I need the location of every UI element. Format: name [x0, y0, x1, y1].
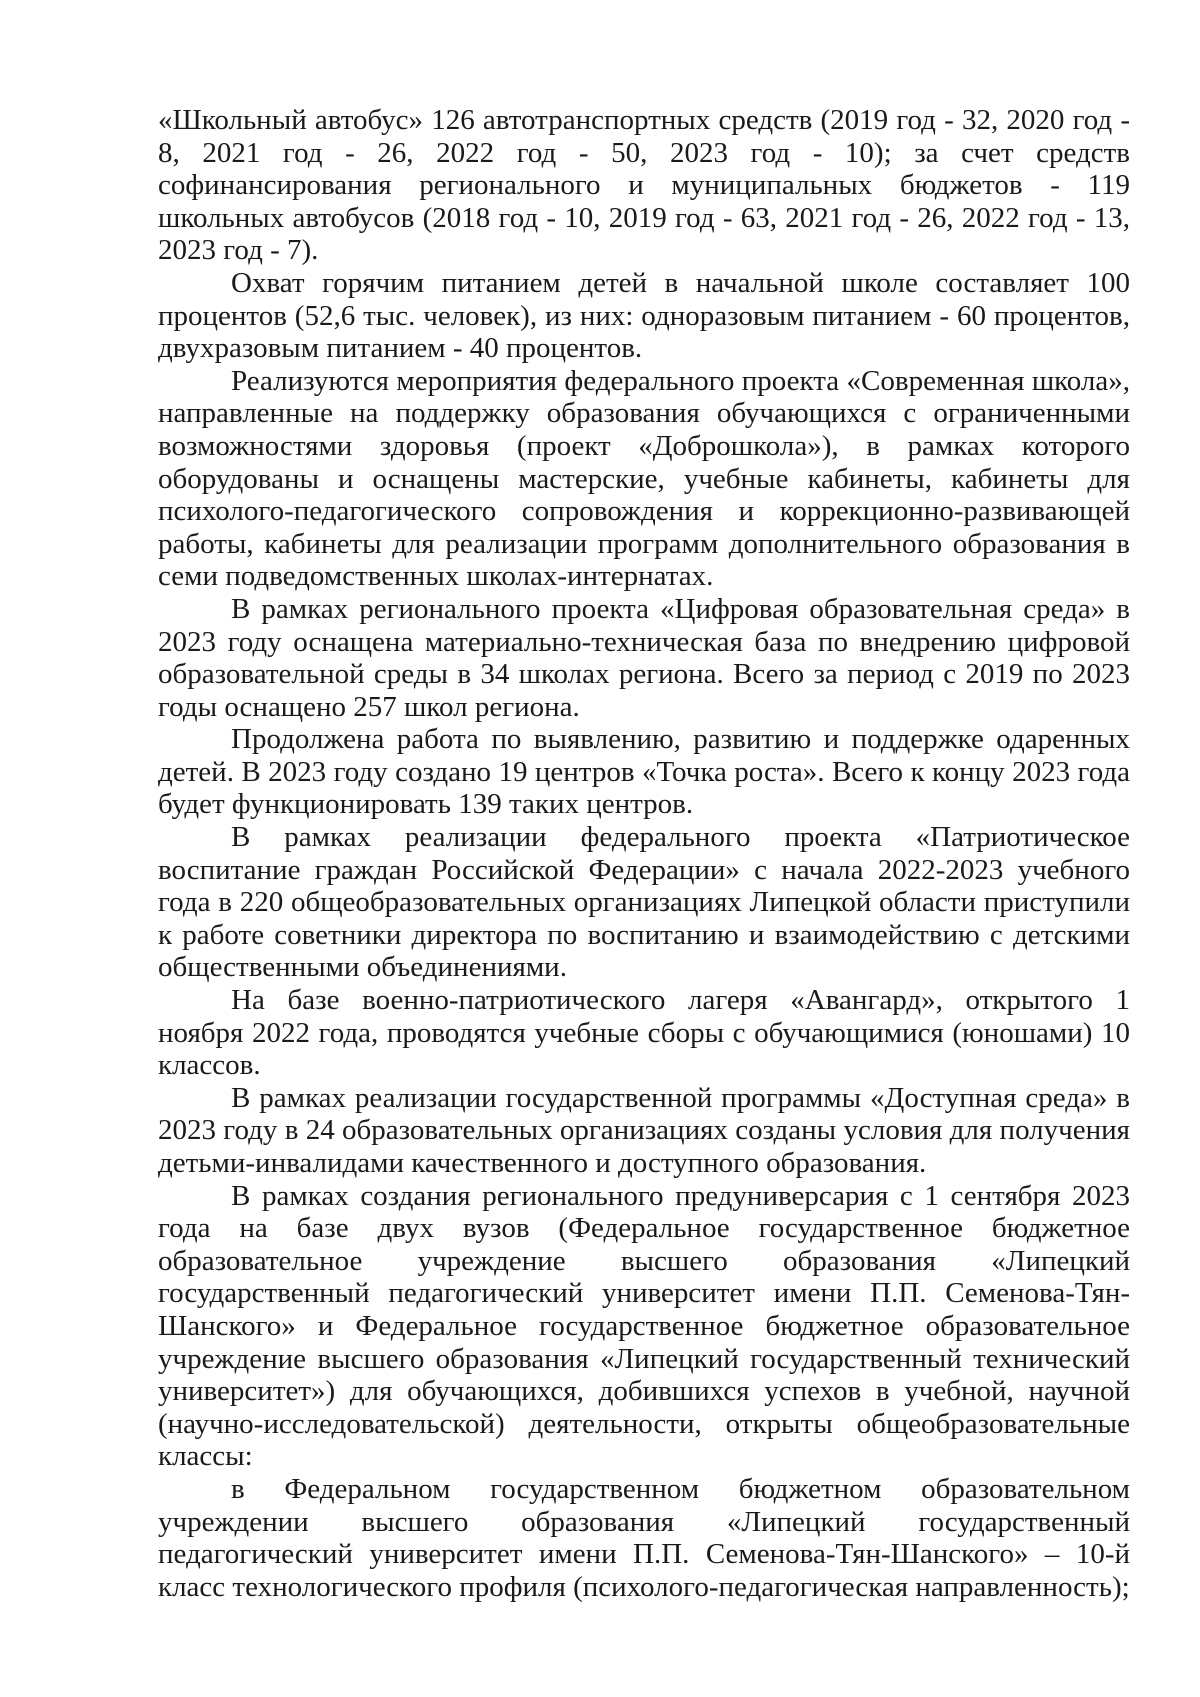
paragraph-gifted-children: Продолжена работа по выявлению, развитию и поддержке одаренных детей. В 2023 году создано 19 центров «Точка роста». Всего к концу 2023 года будет функционировать 139 таких центров.: [158, 723, 1130, 821]
document-body: [158, 104, 1130, 1603]
paragraph-hot-meals: Охват горячим питанием детей в начальной школе составляет 100 процентов (52,6 тыс. человек), из них: одноразовым питанием - 60 процентов, двухразовым питанием - 40 процентов.: [158, 266, 1130, 365]
paragraph-school-bus: «Школьный автобус» 126 автотранспортных средств (2019 год - 32, 2020 год - 8, 2021 год - 26, 2022 год - 50, 2023 год - 10); за счет средств софинансирования регионального и муниципальных бюджетов - 119 школьных автобусов (2018 год - 10, 2019 год - 63, 2021 год - 26, 2022 год - 13, 2023 год - 7).: [158, 104, 1130, 267]
paragraph-avangard-camp: На базе военно-патриотического лагеря «Авангард», открытого 1 ноября 2022 года, проводятся учебные сборы с обучающимися (юношами) 10 классов.: [158, 984, 1130, 1082]
paragraph-pedagogical-class: в Федеральном государственном бюджетном образовательном учреждении высшего образования «Липецкий государственный педагогический университет имени П.П. Семенова-Тян-Шанского» – 10-й класс технологического профиля (психолого-педагогическая направленность);: [158, 1472, 1130, 1603]
paragraph-accessible-environment: В рамках реализации государственной программы «Доступная среда» в 2023 году в 24 образовательных организациях созданы условия для получения детьми-инвалидами качественного и доступного образования.: [158, 1081, 1130, 1179]
paragraph-preuniversity: В рамках создания регионального предуниверсария с 1 сентября 2023 года на базе двух вузов (Федеральное государственное бюджетное образовательное учреждение высшего образования «Липецкий государственный педагогический университет имени П.П. Семенова-Тян-Шанского» и Федеральное государственное бюджетное образовательное учреждение высшего образования «Липецкий государственный технический университет») для обучающихся, добившихся успехов в учебной, научной (научно-исследовательской) деятельности, открыты общеобразовательные классы:: [158, 1179, 1130, 1473]
paragraph-patriotic-education: В рамках реализации федерального проекта «Патриотическое воспитание граждан Российской Федерации» с начала 2022-2023 учебного года в 220 общеобразовательных организациях Липецкой области приступили к работе советники директора по воспитанию и взаимодействию с детскими общественными объединениями.: [158, 821, 1130, 984]
paragraph-modern-school: Реализуются мероприятия федерального проекта «Современная школа», направленные на поддержку образования обучающихся с ограниченными возможностями здоровья (проект «Доброшкола»), в рамках которого оборудованы и оснащены мастерские, учебные кабинеты, кабинеты для психолого-педагогического сопровождения и коррекционно-развивающей работы, кабинеты для реализации программ дополнительного образования в семи подведомственных школах-интернатах.: [158, 364, 1130, 593]
paragraph-digital-environment: В рамках регионального проекта «Цифровая образовательная среда» в 2023 году оснащена материально-техническая база по внедрению цифровой образовательной среды в 34 школах региона. Всего за период с 2019 по 2023 годы оснащено 257 школ региона.: [158, 592, 1130, 723]
